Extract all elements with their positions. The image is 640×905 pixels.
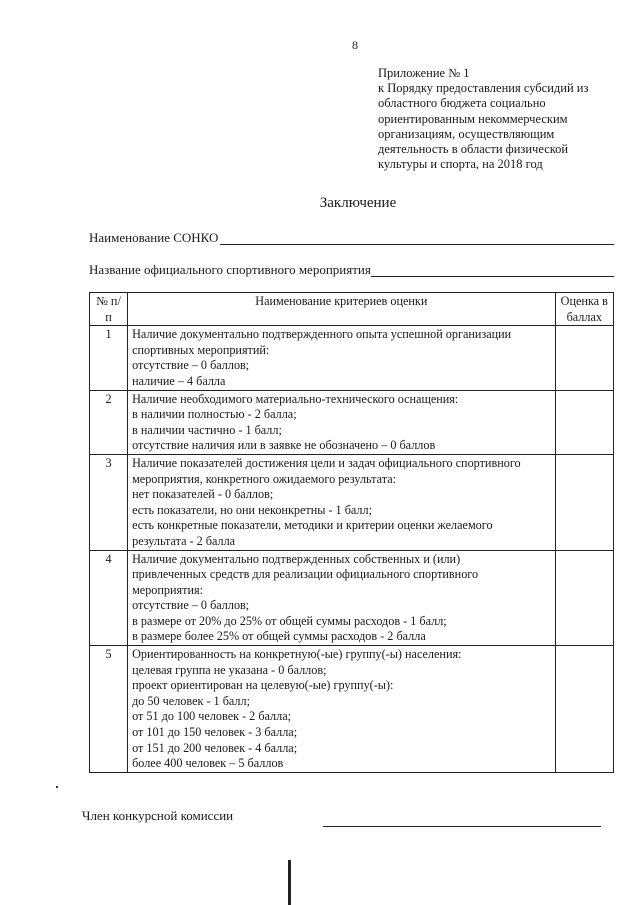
criteria-line: в размере от 20% до 25% от общей суммы расходов - 1 балл; [132,613,447,628]
table-row [90,326,614,390]
table-row [90,550,614,646]
criteria-line: мероприятия, конкретного ожидаемого результата: [132,471,396,486]
signature-line[interactable] [323,826,601,827]
row-score-cell[interactable] [555,454,613,550]
criteria-line: в наличии частично - 1 балл; [132,422,282,437]
row-number: 5 [90,646,128,773]
criteria-line: в наличии полностью - 2 балла; [132,407,297,422]
signature-label: Член конкурсной комиссии [82,808,234,823]
criteria-line: до 50 человек - 1 балл; [132,693,250,708]
criteria-line: отсутствие – 0 баллов; [132,358,250,373]
sonko-field-label: Наименование СОНКО [89,230,219,245]
criteria-line: проект ориентирован на целевую(-ые) группу(-ы): [132,678,394,693]
row-number: 3 [90,454,128,550]
criteria-line: отсутствие наличия или в заявке не обозначено – 0 баллов [132,438,436,453]
table-row [90,390,614,454]
criteria-line: есть конкретные показатели, методики и критерии оценки желаемого [132,518,493,533]
page-number: 8 [352,38,358,52]
criteria-line: спортивных мероприятий: [132,342,270,357]
row-criteria [128,390,555,454]
appendix-line: ориентированным некоммерческим [378,111,568,126]
criteria-line: мероприятия: [132,582,203,597]
header-score: Оценка в баллах [555,293,613,326]
appendix-line: Приложение № 1 [378,66,470,80]
event-field-line[interactable] [371,276,614,277]
row-score-cell[interactable] [555,550,613,646]
appendix-line: культуры и спорта, на 2018 год [378,157,543,172]
criteria-line: нет показателей - 0 баллов; [132,487,274,502]
sonko-field-line[interactable] [220,244,614,245]
criteria-line: есть показатели, но они неконкретны - 1 балл; [132,502,372,517]
appendix-line: к Порядку предоставления субсидий из [378,81,589,96]
row-criteria [128,326,555,390]
criteria-line: результата - 2 балла [132,533,236,548]
header-number: № п/п [90,293,128,326]
row-number: 2 [90,390,128,454]
row-score-cell[interactable] [555,326,613,390]
criteria-line: от 151 до 200 человек - 4 балла; [132,740,298,755]
appendix-line: областного бюджета социально [378,96,546,111]
criteria-line: отсутствие – 0 баллов; [132,598,250,613]
row-criteria [128,646,555,773]
header-criteria: Наименование критериев оценки [128,293,555,326]
row-criteria [128,550,555,646]
criteria-line: более 400 человек – 5 баллов [132,756,284,771]
criteria-line: от 51 до 100 человек - 2 балла; [132,709,292,724]
table-row [90,454,614,550]
table-row [90,646,614,773]
criteria-line: в размере более 25% от общей суммы расходов - 2 балла [132,629,426,644]
document-title: Заключение [319,195,397,211]
scan-artifact [56,786,58,788]
row-score-cell[interactable] [555,646,613,773]
criteria-line: наличие – 4 балла [132,373,226,388]
appendix-line: деятельность в области физической [378,142,569,157]
criteria-line: целевая группа не указана - 0 баллов; [132,662,327,677]
criteria-line: привлеченных средств для реализации официального спортивного [132,567,479,582]
criteria-line: Наличие документально подтвержденного опыта успешной организации [132,327,512,342]
criteria-line: Наличие показателей достижения цели и задач официального спортивного [132,455,521,470]
table-header-row [90,293,614,326]
row-score-cell[interactable] [555,390,613,454]
scan-artifact [288,860,291,905]
criteria-line: от 101 до 150 человек - 3 балла; [132,725,298,740]
row-number: 4 [90,550,128,646]
appendix-line: организациям, осуществляющим [378,126,555,141]
row-criteria [128,454,555,550]
event-field-label: Название официального спортивного мероприятия [89,262,371,277]
criteria-line: Наличие необходимого материально-технического оснащения: [132,391,459,406]
row-number: 1 [90,326,128,390]
criteria-table [89,292,614,773]
appendix-block [378,66,618,172]
criteria-line: Ориентированность на конкретную(-ые) группу(-ы) населения: [132,647,462,662]
criteria-line: Наличие документально подтвержденных собственных и (или) [132,551,461,566]
